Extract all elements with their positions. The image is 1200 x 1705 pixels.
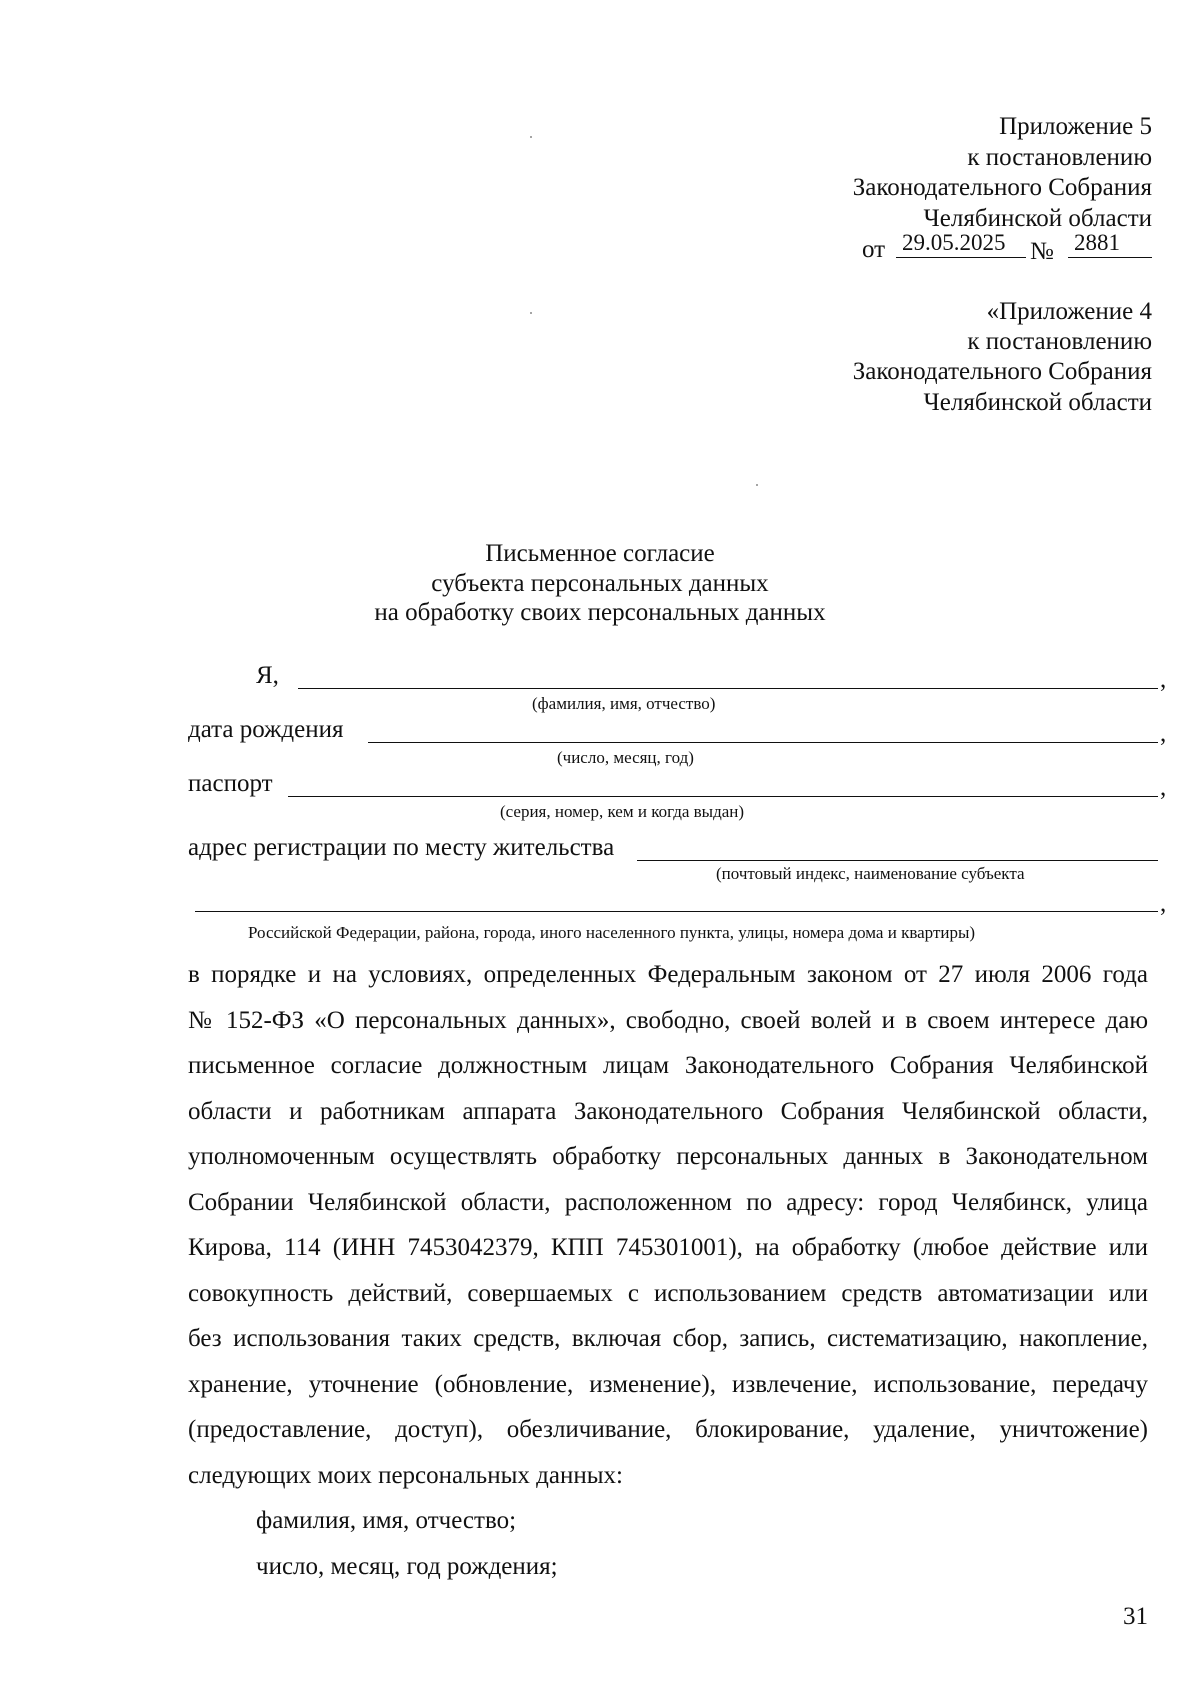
body-line-5: уполномоченным осуществлять обработку персональных данных в Законодательном	[188, 1143, 1148, 1170]
birth-date-label: дата рождения	[188, 716, 344, 743]
old-appendix-line-4: Челябинской области	[923, 389, 1152, 416]
appendix-header-line-3: Законодательного Собрания	[852, 174, 1152, 201]
appendix-header-line-1: Приложение 5	[999, 113, 1152, 140]
list-item-birth-date: число, месяц, год рождения;	[256, 1553, 558, 1580]
body-line-3: письменное согласие должностным лицам Законодательного Собрания Челябинской	[188, 1052, 1148, 1079]
name-field-hint: (фамилия, имя, отчество)	[532, 694, 716, 713]
scan-speck	[756, 484, 758, 486]
birth-date-comma: ,	[1160, 720, 1167, 747]
document-title-line-2: субъекта персональных данных	[431, 570, 769, 597]
body-line-11: (предоставление, доступ), обезличивание, блокирование, удаление, уничтожение)	[188, 1416, 1148, 1443]
appendix-header-line-4: Челябинской области	[923, 205, 1152, 232]
passport-line[interactable]	[288, 796, 1158, 797]
passport-comma: ,	[1160, 774, 1167, 801]
body-line-12: следующих моих персональных данных:	[188, 1462, 623, 1489]
birth-date-hint: (число, месяц, год)	[557, 748, 694, 767]
number-sign: №	[1030, 238, 1054, 265]
list-item-full-name: фамилия, имя, отчество;	[256, 1507, 517, 1534]
page-number: 31	[1123, 1603, 1148, 1630]
body-line-10: хранение, уточнение (обновление, изменение), извлечение, использование, передачу	[188, 1371, 1148, 1398]
birth-date-line[interactable]	[368, 742, 1158, 743]
appendix-header-line-2: к постановлению	[967, 144, 1152, 171]
address-hint-1: (почтовый индекс, наименование субъекта	[716, 864, 1025, 883]
passport-hint: (серия, номер, кем и когда выдан)	[500, 802, 745, 821]
passport-label: паспорт	[188, 770, 273, 797]
resolution-date-number-row	[832, 230, 1152, 265]
name-field-label: Я,	[256, 662, 279, 689]
old-appendix-line-1: «Приложение 4	[986, 298, 1152, 325]
scan-speck	[530, 312, 532, 314]
date-underline	[896, 257, 1026, 258]
document-title-line-3: на обработку своих персональных данных	[374, 599, 826, 626]
body-line-1: в порядке и на условиях, определенных Федеральным законом от 27 июля 2006 года	[188, 961, 1148, 988]
address-line-2[interactable]	[195, 911, 1158, 912]
number-underline	[1068, 257, 1152, 258]
address-hint-2: Российской Федерации, района, города, иного населенного пункта, улицы, номера дома и квартиры)	[248, 923, 976, 942]
body-line-7: Кирова, 114 (ИНН 7453042379, КПП 745301001), на обработку (любое действие или	[188, 1234, 1148, 1261]
old-appendix-line-2: к постановлению	[967, 328, 1152, 355]
document-title-line-1: Письменное согласие	[485, 540, 715, 567]
address-comma: ,	[1160, 890, 1167, 917]
body-line-8: совокупность действий, совершаемых с использованием средств автоматизации или	[188, 1280, 1148, 1307]
scan-speck	[530, 136, 532, 138]
old-appendix-line-3: Законодательного Собрания	[852, 358, 1152, 385]
from-label: от	[862, 236, 886, 263]
body-line-2: № 152-ФЗ «О персональных данных», свободно, своей волей и в своем интересе даю	[188, 1007, 1148, 1034]
resolution-date: 29.05.2025	[902, 230, 1006, 255]
name-field-comma: ,	[1160, 666, 1167, 693]
body-line-6: Собрании Челябинской области, расположенном по адресу: город Челябинск, улица	[188, 1189, 1148, 1216]
body-line-4: области и работникам аппарата Законодательного Собрания Челябинской области,	[188, 1098, 1148, 1125]
address-line-1[interactable]	[637, 860, 1158, 861]
body-line-9: без использования таких средств, включая сбор, запись, систематизацию, накопление,	[188, 1325, 1148, 1352]
resolution-number: 2881	[1074, 230, 1120, 255]
address-label: адрес регистрации по месту жительства	[188, 834, 615, 861]
name-field-line[interactable]	[298, 688, 1158, 689]
